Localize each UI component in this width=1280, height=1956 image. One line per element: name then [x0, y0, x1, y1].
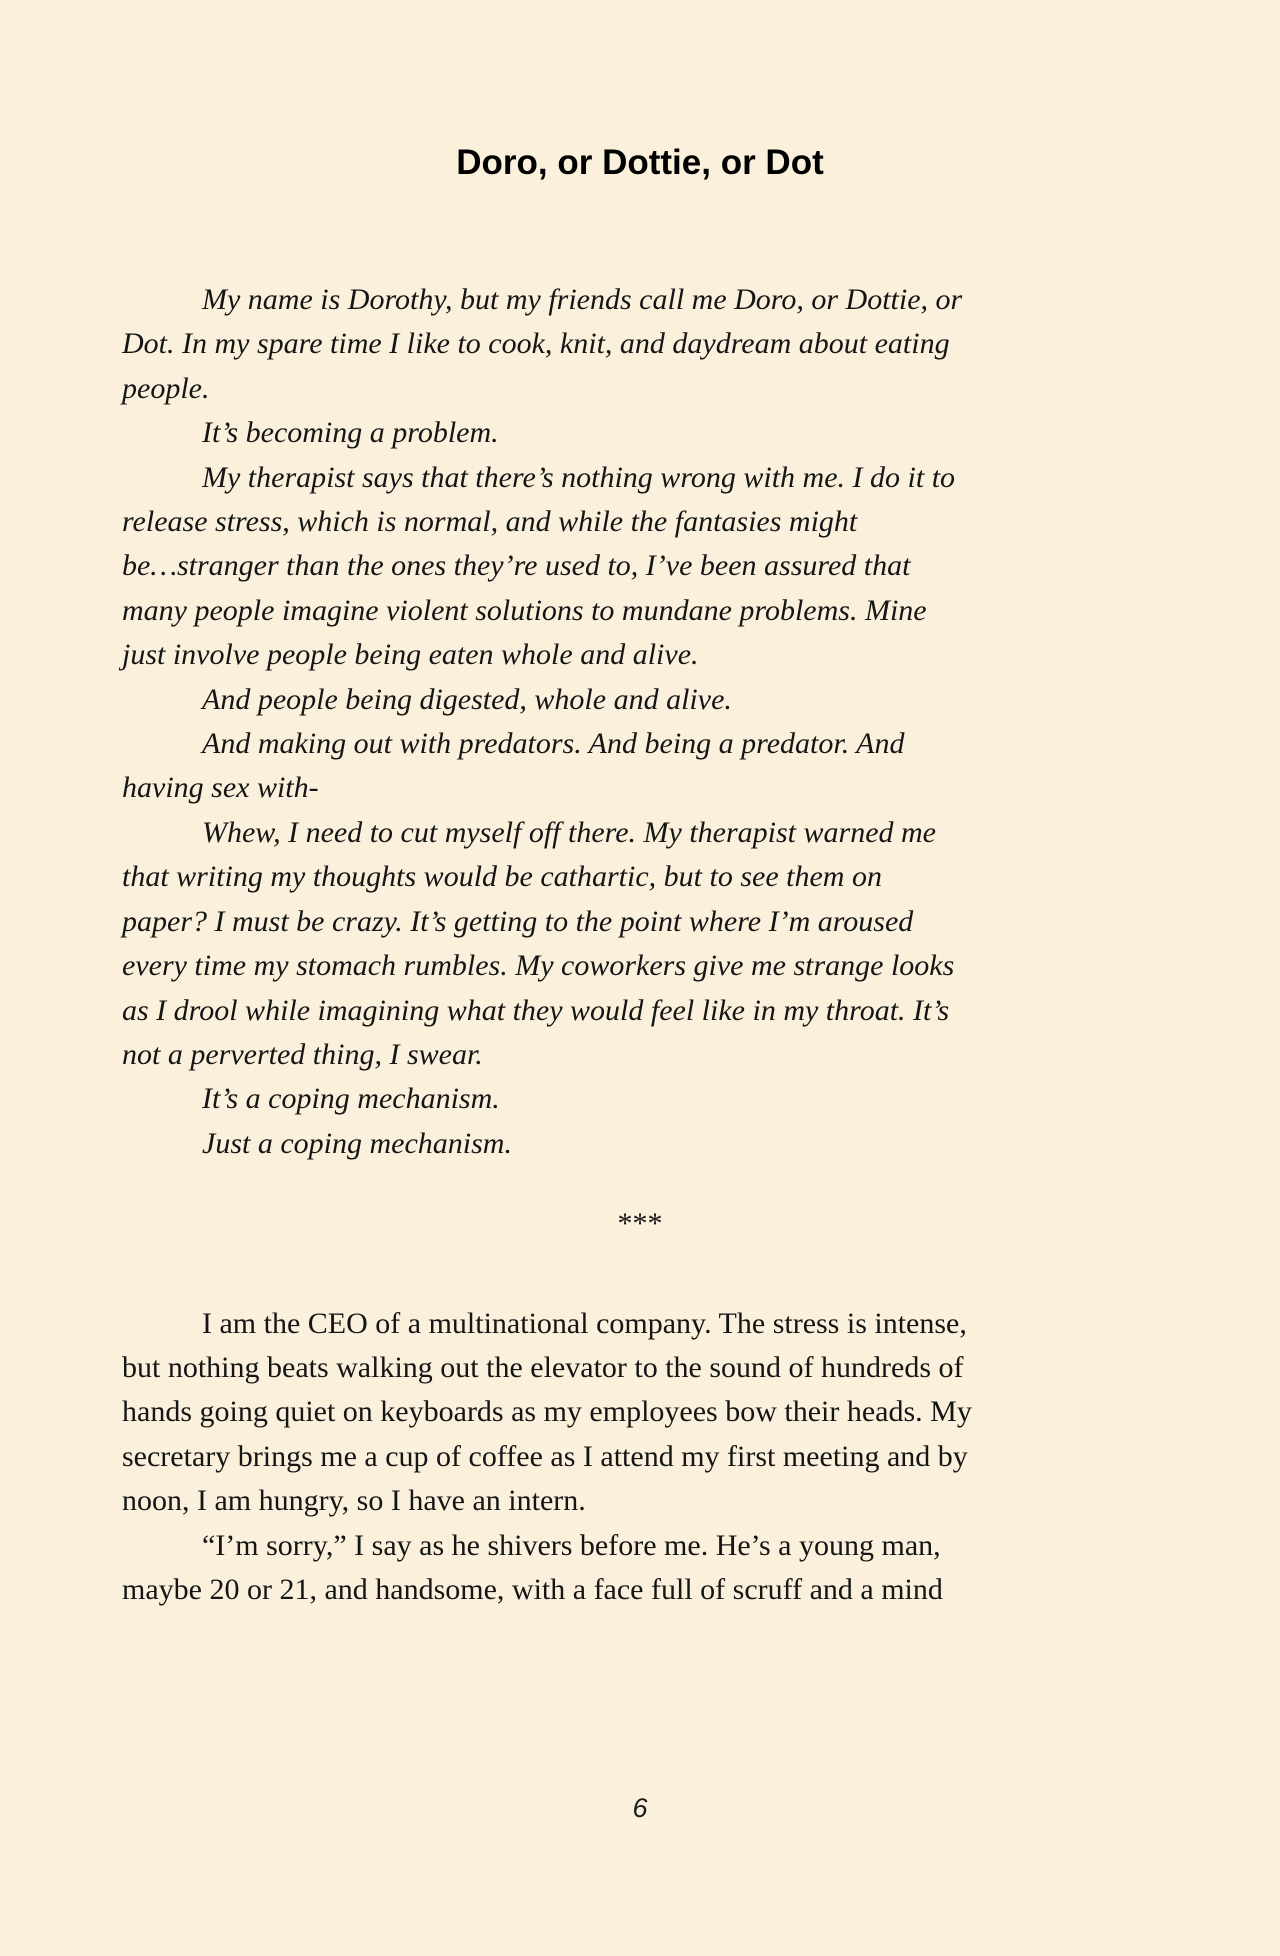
opening-italic-section: [122, 278, 1158, 1166]
page-number: 6: [632, 1793, 648, 1823]
chapter-title: Doro, or Dottie, or Dot: [456, 143, 824, 182]
page-content: [122, 145, 1158, 1612]
paragraph: I am the CEO of a multinational company. The stress is intense, but nothing beats walking out the elevator to the sound of hundreds of hands going quiet on keyboards as my employees bow their heads. My secretary brings me a cup of coffee as I attend my first meeting and by noon, I am hungry, so I have an intern.: [122, 1306, 972, 1518]
paragraph: And making out with predators. And being a predator. And having sex with-: [122, 727, 905, 805]
paragraph: My name is Dorothy, but my friends call me Doro, or Dottie, or Dot. In my spare time I like to cook, knit, and daydream about eating people.: [122, 283, 963, 405]
paragraph: It’s becoming a problem.: [202, 416, 499, 450]
paragraph: My therapist says that there’s nothing wrong with me. I do it to release stress, which is normal, and while the fantasies might be…stranger than the ones they’re used to, I’ve been assured that many people imagine violent solutions to mundane problems. Mine just involve people being eaten whole and alive.: [122, 460, 956, 672]
scene-separator: ***: [617, 1207, 663, 1241]
paragraph: It’s a coping mechanism.: [202, 1082, 500, 1116]
paragraph: And people being digested, whole and alive.: [202, 682, 732, 716]
paragraph: Just a coping mechanism.: [202, 1126, 512, 1160]
paragraph: “I’m sorry,” I say as he shivers before me. He’s a young man, maybe 20 or 21, and handsome, with a face full of scruff and a mind: [122, 1528, 943, 1606]
paragraph: Whew, I need to cut myself off there. My therapist warned me that writing my thoughts would be cathartic, but to see them on paper? I must be crazy. It’s getting to the point where I’m aroused every time my stomach rumbles. My coworkers give me strange looks as I drool while imagining what they would feel like in my throat. It’s not a perverted thing, I swear.: [122, 815, 955, 1071]
ceo-narrative-section: [122, 1302, 1158, 1613]
book-page: [0, 145, 1280, 1956]
